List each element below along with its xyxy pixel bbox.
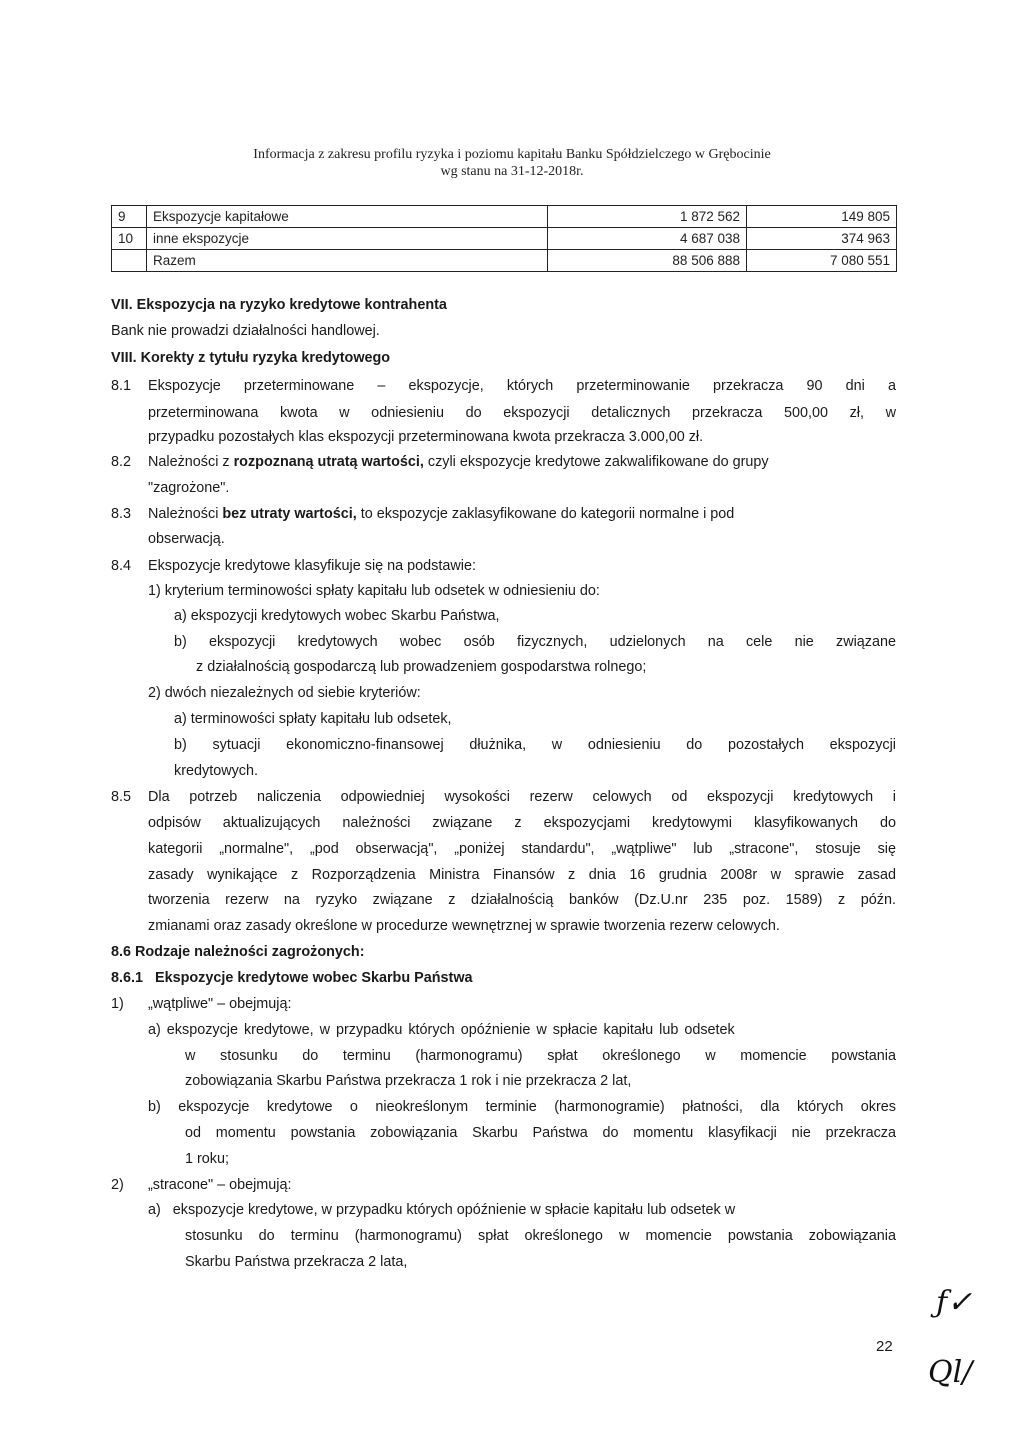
document-header-date: wg stanu na 31-12-2018r. (440, 164, 584, 179)
para-8-5-number: 8.5 (111, 789, 132, 805)
para-8-5-line: kategorii „normalne", „pod obserwacją", „poniżej standardu", „wątpliwe" lub „stracone", stosuje się (148, 841, 896, 857)
para-8-4-line: Ekspozycje kredytowe klasyfikuje się na podstawie: (148, 558, 476, 574)
para-8-6-1-heading: 8.6.1 Ekspozycje kredytowe wobec Skarbu Państwa (111, 970, 473, 986)
para-8-5-line: odpisów aktualizujących należności związane z ekspozycjami kredytowymi klasyfikowanych do (148, 815, 896, 831)
para-8-4-subitem: b) ekspozycji kredytowych wobec osób fizycznych, udzielonych na cele nie związane (174, 634, 896, 650)
list-subitem-cont: zobowiązania Skarbu Państwa przekracza 1 rok i nie przekracza 2 lat, (185, 1073, 632, 1089)
table-cell (112, 250, 147, 272)
para-8-5-line: tworzenia rezerw na ryzyko związane z działalnością banków (Dz.U.nr 235 poz. 1589) z późn. (148, 892, 896, 908)
table-cell: inne ekspozycje (147, 228, 548, 250)
para-8-4-subitem: a) terminowości spłaty kapitału lub odsetek, (174, 711, 452, 727)
para-8-4-subitem-cont: z działalnością gospodarczą lub prowadzeniem gospodarstwa rolnego; (196, 659, 647, 675)
para-8-1-line: przeterminowana kwota w odniesieniu do ekspozycji detalicznych przekracza 500,00 zł, w (148, 405, 896, 421)
list-subitem-cont: Skarbu Państwa przekracza 2 lata, (185, 1254, 408, 1270)
document-header-title: Informacja z zakresu profilu ryzyka i poziomu kapitału Banku Spółdzielczego w Grębocinie (253, 147, 771, 162)
page-number: 22 (876, 1338, 893, 1355)
list-subitem: b) ekspozycje kredytowe o nieokreślonym terminie (harmonogramie) płatności, dla których okres (148, 1099, 896, 1115)
signature-mark-1: ƒ✓ (936, 1285, 973, 1320)
list-subitem: a) ekspozycje kredytowe, w przypadku których opóźnienie w spłacie kapitału lub odsetek (148, 1022, 735, 1038)
para-8-4-item: 1) kryterium terminowości spłaty kapitału lub odsetek w odniesieniu do: (148, 583, 600, 599)
list-title: „stracone" – obejmują: (148, 1177, 292, 1193)
para-8-3-bold: bez utraty wartości, (222, 506, 357, 522)
list-subitem-cont: od momentu powstania zobowiązania Skarbu Państwa do momentu klasyfikacji nie przekracza (185, 1125, 896, 1141)
table-cell: 374 963 (747, 228, 897, 250)
list-subitem: a) ekspozycje kredytowe, w przypadku których opóźnienie w spłacie kapitału lub odsetek w (148, 1202, 736, 1218)
table-cell: 149 805 (747, 206, 897, 228)
list-subitem-cont: stosunku do terminu (harmonogramu) spłat określonego w momencie powstania zobowiązania (185, 1228, 896, 1244)
para-8-2-line2: "zagrożone". (148, 480, 230, 496)
para-8-1-line: przypadku pozostałych klas ekspozycji przeterminowana kwota przekracza 3.000,00 zł. (148, 429, 704, 445)
para-8-4-item: 2) dwóch niezależnych od siebie kryteriów: (148, 685, 421, 701)
para-8-2-number: 8.2 (111, 454, 132, 470)
section-8-heading: VIII. Korekty z tytułu ryzyka kredytowego (111, 350, 391, 366)
table-cell: 4 687 038 (548, 228, 747, 250)
table-cell: 10 (112, 228, 147, 250)
para-8-5-line: zmianami oraz zasady określone w procedurze wewnętrznej w sprawie tworzenia rezerw celowych. (148, 918, 780, 934)
para-8-3-line2: obserwacją. (148, 531, 225, 547)
table-row (112, 228, 897, 250)
table-cell: 88 506 888 (548, 250, 747, 272)
table-row (112, 206, 897, 228)
table-cell: 7 080 551 (747, 250, 897, 272)
list-number: 2) (111, 1177, 124, 1193)
section-7-text: Bank nie prowadzi działalności handlowej. (111, 323, 380, 339)
section-7-heading: VII. Ekspozycja na ryzyko kredytowe kontrahenta (111, 297, 447, 313)
para-8-5-line: Dla potrzeb naliczenia odpowiedniej wysokości rezerw celowych od ekspozycji kredytowych i (148, 789, 896, 805)
para-8-6-heading: 8.6 Rodzaje należności zagrożonych: (111, 944, 365, 960)
para-8-2-pre: Należności z (148, 454, 234, 470)
para-8-2-bold: rozpoznaną utratą wartości, (233, 454, 424, 470)
para-8-2-post: czyli ekspozycje kredytowe zakwalifikowane do grupy (423, 454, 769, 470)
para-8-1-line: Ekspozycje przeterminowane – ekspozycje, których przeterminowanie przekracza 90 dni a (148, 378, 896, 394)
para-8-4-subitem: a) ekspozycji kredytowych wobec Skarbu Państwa, (174, 608, 500, 624)
para-8-1-number: 8.1 (111, 378, 132, 394)
para-8-4-subitem-cont: kredytowych. (174, 763, 258, 779)
para-8-4-number: 8.4 (111, 558, 132, 574)
para-8-3-post: to ekspozycje zaklasyfikowane do kategorii normalne i pod (356, 506, 735, 522)
para-8-4-subitem: b) sytuacji ekonomiczno-finansowej dłużnika, w odniesieniu do pozostałych ekspozycji (174, 737, 896, 753)
table-cell: 9 (112, 206, 147, 228)
signature-mark-2: Ql/ (928, 1355, 973, 1390)
para-8-3-pre: Należności (148, 506, 223, 522)
list-title: „wątpliwe" – obejmują: (148, 996, 292, 1012)
para-8-3-line (148, 505, 896, 523)
para-8-2-line (148, 453, 896, 471)
para-8-3-number: 8.3 (111, 506, 132, 522)
table-row-total (112, 250, 897, 272)
list-number: 1) (111, 996, 124, 1012)
table-cell: Ekspozycje kapitałowe (147, 206, 548, 228)
list-subitem-cont: 1 roku; (185, 1151, 229, 1167)
exposure-table (111, 205, 897, 272)
para-8-5-line: zasady wynikające z Rozporządzenia Ministra Finansów z dnia 16 grudnia 2008r w sprawie zasad (148, 867, 896, 883)
table-cell: Razem (147, 250, 548, 272)
table-cell: 1 872 562 (548, 206, 747, 228)
list-subitem-cont: w stosunku do terminu (harmonogramu) spłat określonego w momencie powstania (185, 1048, 896, 1064)
